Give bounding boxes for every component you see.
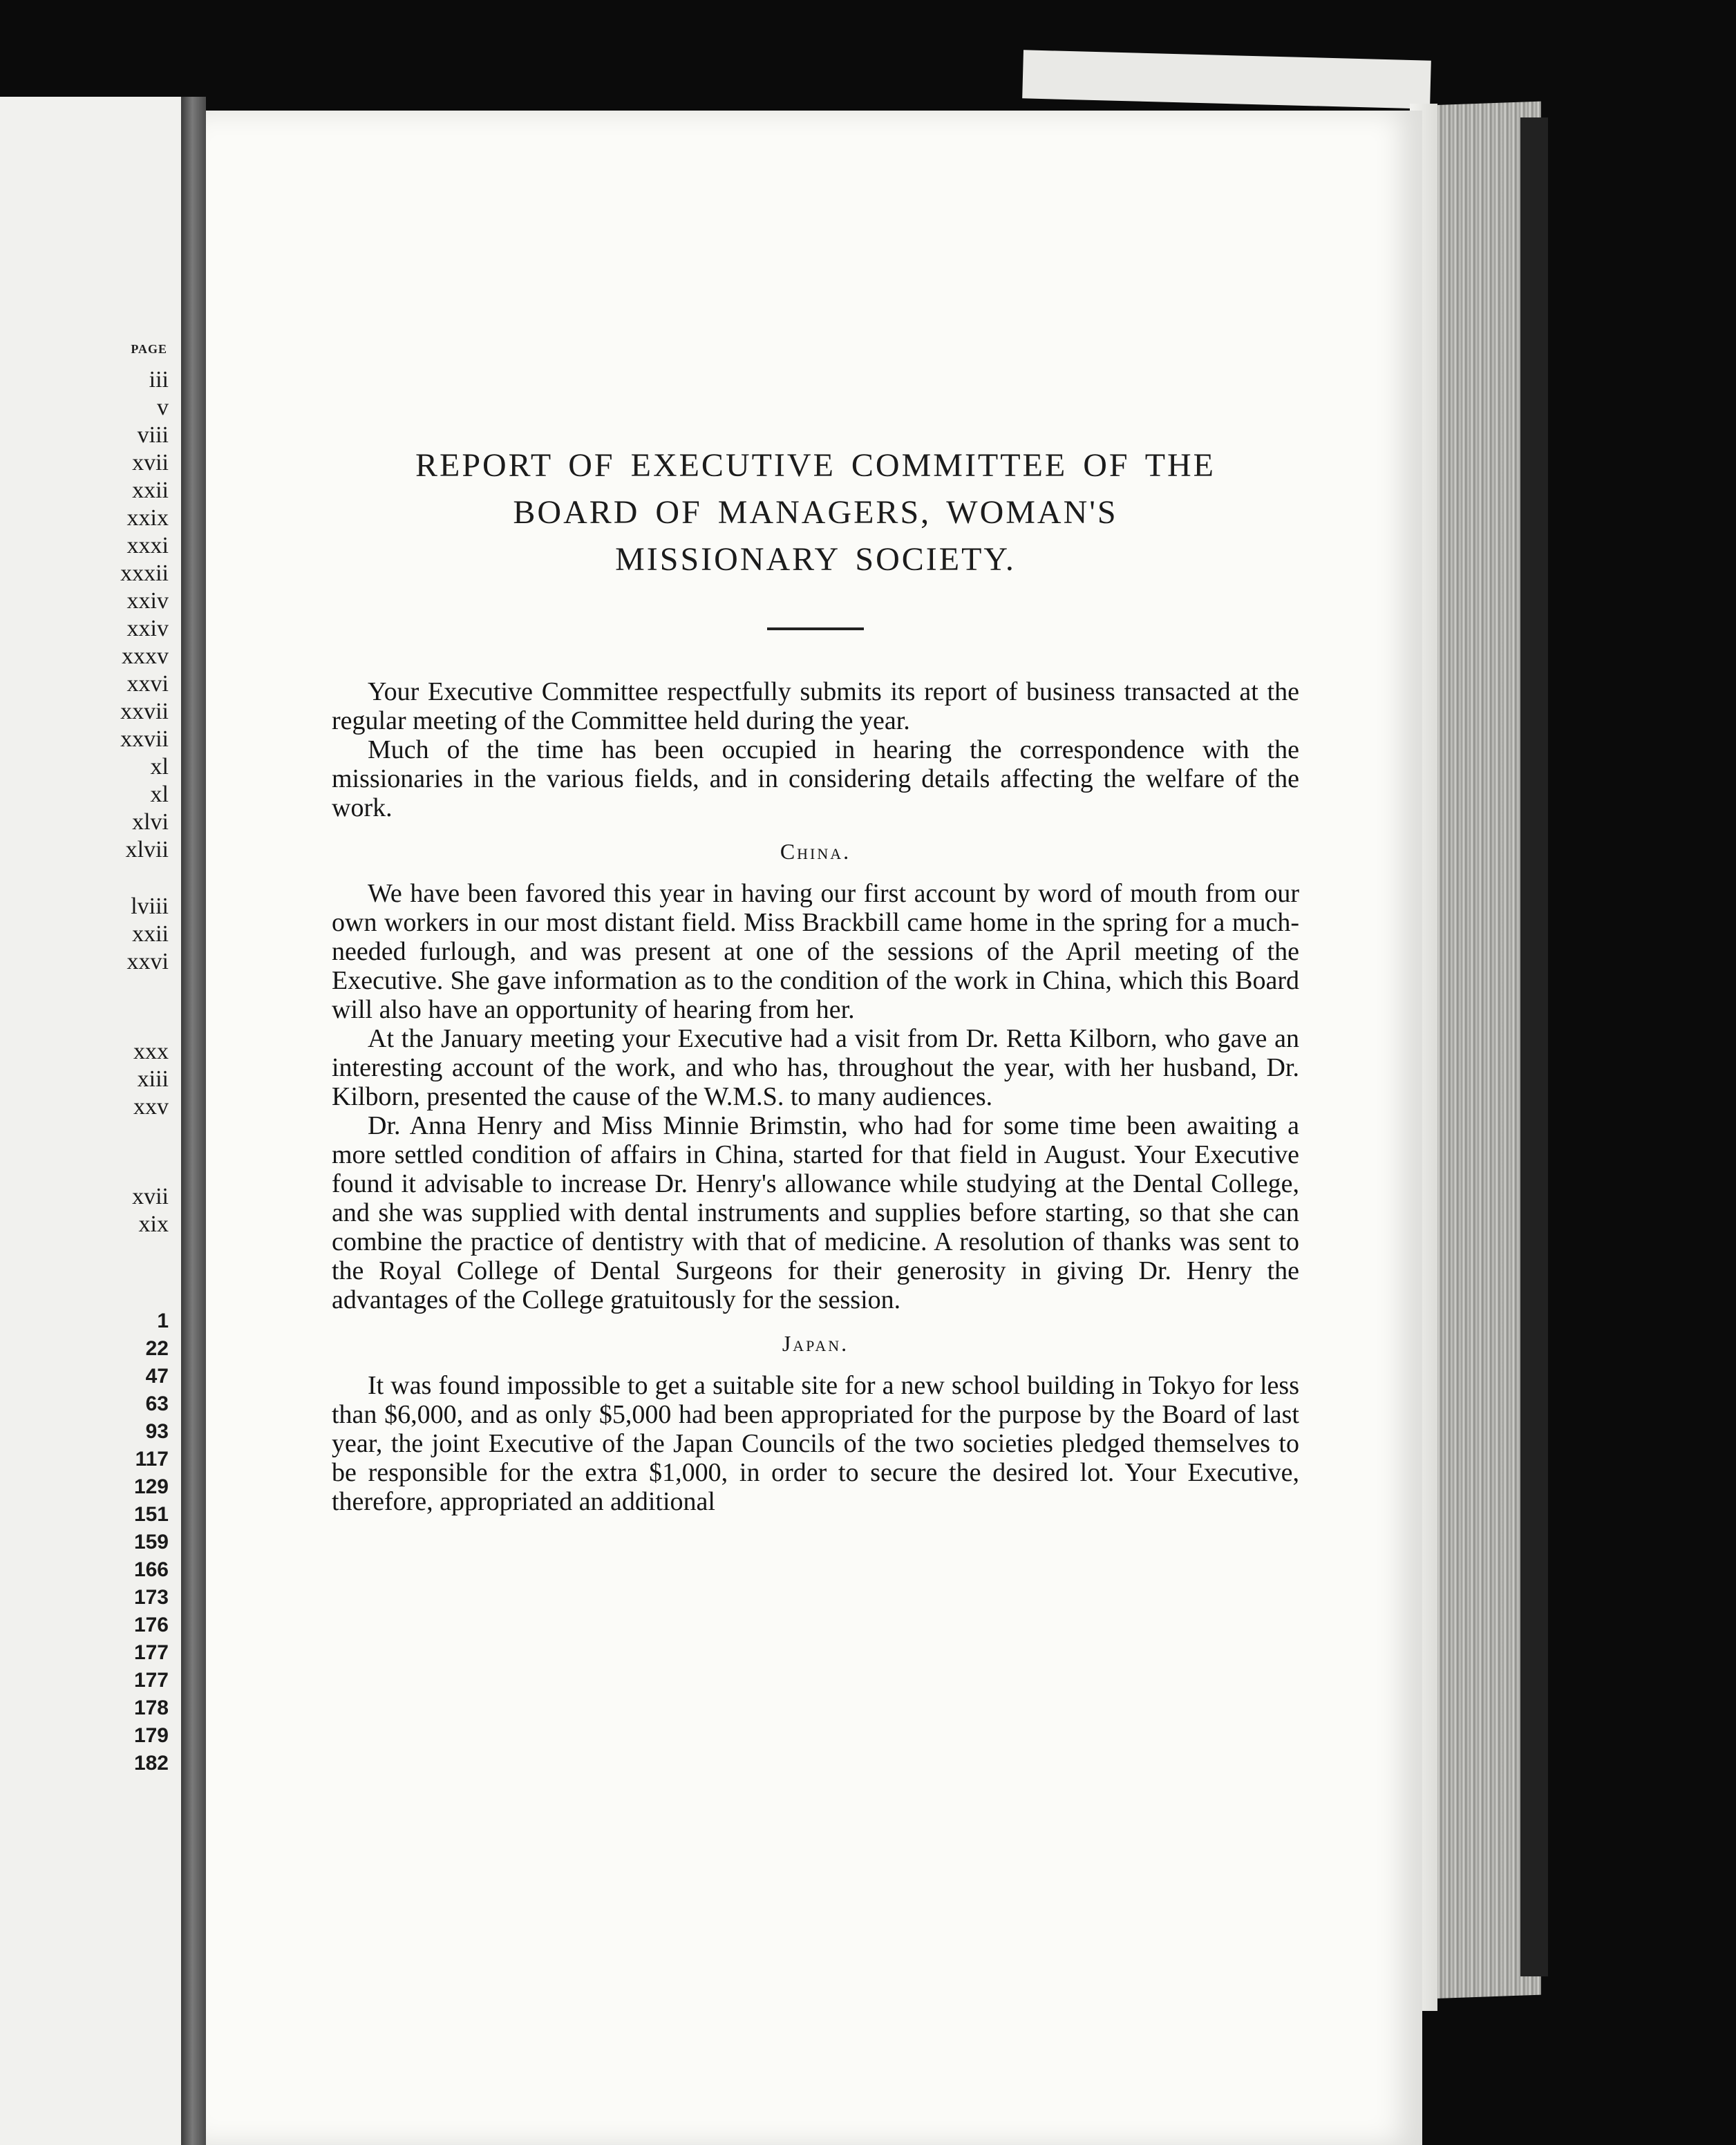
- toc-page-number: 159: [133, 1531, 169, 1553]
- toc-page-number: xxxii: [120, 560, 169, 586]
- japan-paragraph-1: It was found impossible to get a suitable site for a new school building in Tokyo for less than $6,000, and as only $5,000 had been appropriated for the purpose by the Board of last year, the joint Executive of the Japan Councils of the two societies pledged themselves to be responsible for the extra $1,000, in order to secure the desired lot. Your Executive, therefore, appropriated an additional: [332, 1371, 1299, 1516]
- toc-page-number: viii: [137, 422, 169, 448]
- toc-page-number: xlvi: [132, 809, 169, 835]
- title-divider: [767, 627, 864, 630]
- toc-page-number: v: [157, 395, 169, 420]
- toc-page-number: xxvii: [120, 726, 169, 752]
- title-line-2: BOARD OF MANAGERS, WOMAN'S: [513, 494, 1118, 531]
- intro-paragraph-1: Your Executive Committee respectfully submits its report of business transacted at the regular meeting of the Committee held during the year.: [332, 677, 1299, 735]
- report-title: [332, 442, 1299, 583]
- facing-page-contents: [0, 97, 185, 2145]
- toc-page-number: xxxi: [126, 533, 169, 558]
- book-cover-edge: [1520, 117, 1548, 1976]
- toc-page-number: xxxv: [122, 643, 169, 669]
- section-heading-china: China.: [780, 839, 851, 864]
- toc-page-number: xvii: [132, 1184, 169, 1209]
- title-line-1: REPORT OF EXECUTIVE COMMITTEE OF THE: [415, 447, 1216, 484]
- toc-page-number: xl: [150, 754, 169, 779]
- toc-page-number: xxix: [126, 505, 169, 531]
- toc-page-number: xxvi: [126, 671, 169, 697]
- toc-page-number: 117: [135, 1448, 169, 1471]
- toc-page-heading: PAGE: [131, 342, 167, 356]
- china-paragraph-1: We have been favored this year in having our first account by word of mouth from our own workers in our most distant field. Miss Brackbill came home in the spring for a much-needed furlough, and was present at one of the sessions of the April meeting of the Executive. She gave information as to the condition of the work in China, which this Board will also have an opportunity of hearing from her.: [332, 879, 1299, 1024]
- torn-paper-strip: [1022, 50, 1431, 108]
- toc-page-number: xvii: [132, 450, 169, 475]
- toc-page-number: 47: [145, 1365, 169, 1388]
- toc-page-number: xxiv: [126, 616, 169, 641]
- toc-page-number: 151: [133, 1503, 169, 1526]
- toc-page-number: 22: [145, 1337, 169, 1360]
- toc-page-number: xix: [138, 1211, 169, 1237]
- toc-page-numbers: [120, 366, 169, 1777]
- title-line-3: MISSIONARY SOCIETY.: [615, 541, 1016, 578]
- toc-page-number: xl: [150, 782, 169, 807]
- toc-page-number: xxii: [132, 921, 169, 947]
- toc-page-number: 176: [133, 1614, 169, 1636]
- toc-page-number: 182: [133, 1752, 169, 1775]
- toc-page-number: 63: [145, 1392, 169, 1415]
- toc-page-number: 93: [145, 1420, 169, 1443]
- toc-page-number: 179: [133, 1724, 169, 1747]
- toc-page-number: xxii: [132, 478, 169, 503]
- china-paragraph-3: Dr. Anna Henry and Miss Minnie Brimstin, who had for some time been awaiting a more settled condition of affairs in China, started for that field in August. Your Executive found it advisable to increase Dr. Henry's allowance while studying at the Dental College, and she was supplied with dental instruments and supplies before starting, so that she can combine the practice of dentistry with that of medicine. A resolution of thanks was sent to the Royal College of Dental Surgeons for their generosity in giving Dr. Henry the advantages of the College gratuitously for the session.: [332, 1111, 1299, 1314]
- toc-page-number: 178: [133, 1697, 169, 1719]
- toc-page-number: xxiv: [126, 588, 169, 614]
- toc-page-number: xxx: [133, 1039, 169, 1064]
- toc-page-number: 1: [157, 1310, 169, 1332]
- toc-page-number: iii: [149, 367, 169, 393]
- toc-page-number: 173: [133, 1586, 169, 1609]
- china-paragraph-2: At the January meeting your Executive had a visit from Dr. Retta Kilborn, who gave an interesting account of the work, and who has, throughout the year, with her husband, Dr. Kilborn, presented the cause of the W.M.S. to many audiences.: [332, 1024, 1299, 1111]
- toc-page-number: xxvii: [120, 699, 169, 724]
- toc-page-number: xiii: [137, 1066, 169, 1092]
- toc-page-number: xxv: [133, 1094, 169, 1119]
- section-heading-japan: Japan.: [782, 1331, 849, 1356]
- toc-page-number: 177: [133, 1641, 169, 1664]
- intro-paragraph-2: Much of the time has been occupied in hearing the correspondence with the missionaries in the various fields, and in considering details affecting the welfare of the work.: [332, 735, 1299, 822]
- toc-page-number: 177: [133, 1669, 169, 1692]
- toc-page-number: xxvi: [126, 949, 169, 974]
- toc-page-number: lviii: [131, 894, 169, 919]
- book-gutter: [181, 97, 206, 2145]
- toc-page-number: xlvii: [125, 837, 169, 862]
- toc-page-number: 166: [133, 1558, 169, 1581]
- toc-page-number: 129: [133, 1475, 169, 1498]
- report-content: [332, 442, 1299, 1516]
